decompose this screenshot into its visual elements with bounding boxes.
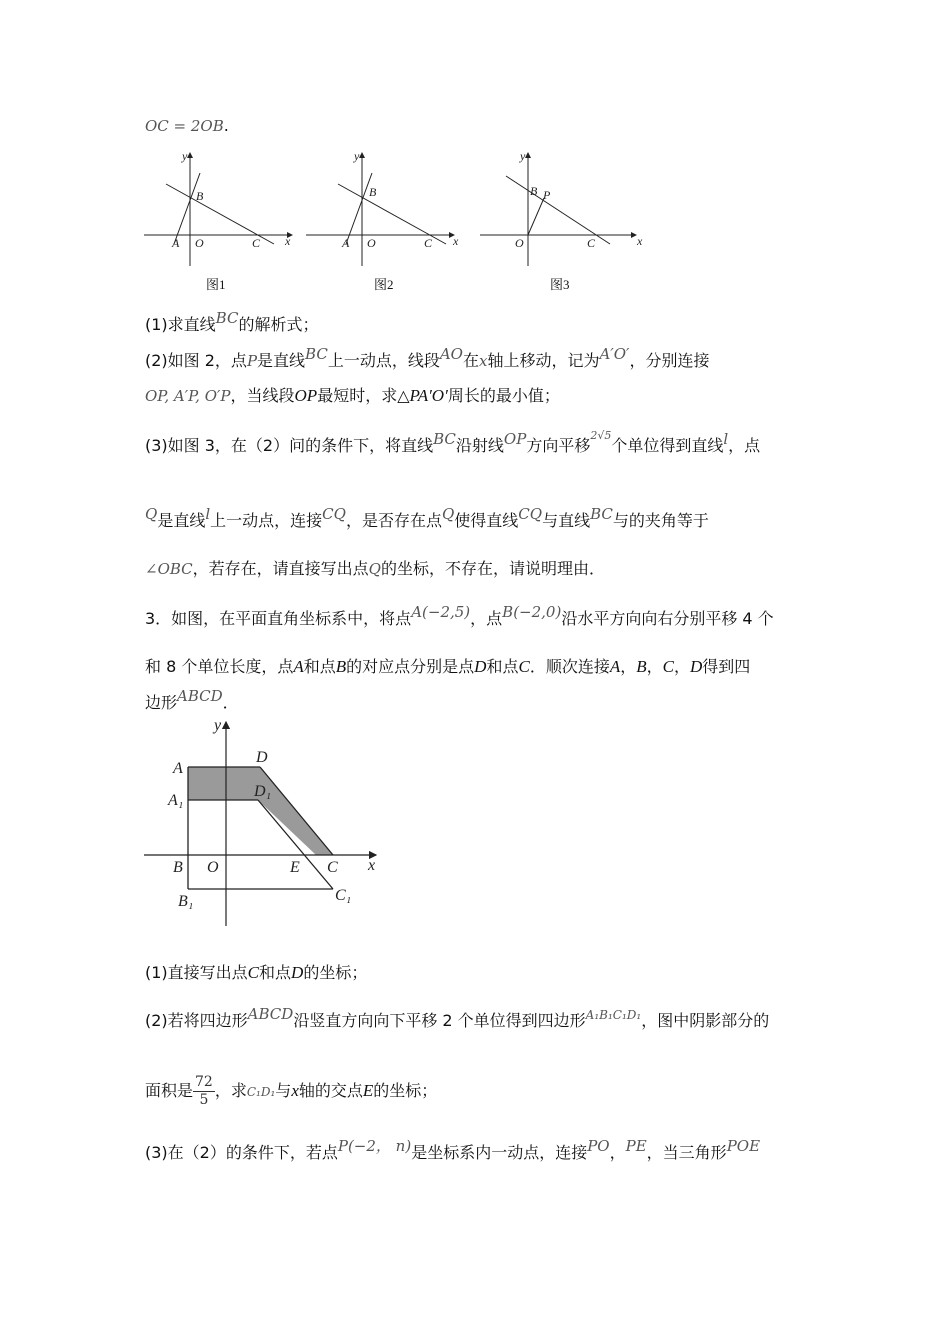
caption-fig3: 图3: [550, 277, 570, 292]
fig3-label-O: O: [515, 236, 524, 250]
fig3-x-label: x: [637, 234, 643, 248]
fig2-label-O: O: [367, 236, 376, 250]
figure-quadrilateral: [140, 714, 390, 934]
q2-part3-line2: Q是直线l上一动点，连接CQ，是否存在点Q使得直线CQ与直线BC与的夹角等于: [145, 505, 709, 530]
q3fig-label-B1: B₁: [178, 893, 194, 910]
shaded-region: [188, 767, 333, 855]
fig2-label-B: B: [369, 185, 377, 199]
fig1-y-label: y: [182, 149, 188, 163]
q3fig-label-E: E: [290, 859, 300, 876]
q3fig-label-D1: D₁: [254, 783, 272, 800]
figures-1-3: [140, 148, 650, 270]
q3-part2-line1: (2)若将四边形ABCD沿竖直方向向下平移 2 个单位得到四边形$^{A_1B_1C_1D_1}$，图中阴影部分的: [145, 1005, 770, 1030]
fig1-label-O: O: [195, 236, 204, 250]
fraction-72-5: $\frac{72}{5}$: [195, 1074, 213, 1108]
intro-line: OC = 2OB.: [145, 116, 229, 135]
q3fig-y-label: y: [214, 717, 222, 734]
q3-line2: 和 8 个单位长度，点A和点B的对应点分别是点D和点C．顺次连接A，B，C，D得到四: [145, 657, 751, 676]
fig2-y-label: y: [354, 149, 360, 163]
figure-3: [480, 153, 636, 266]
fig3-label-B: B: [530, 184, 538, 198]
figure-1: [144, 153, 292, 266]
q3fig-label-C: C: [327, 859, 338, 876]
fig2-label-C: C: [424, 236, 433, 250]
q3fig-label-C1: C₁: [335, 887, 352, 904]
q2-part2-line2: OP, A′P, O′P，当线段OP最短时，求△PA′O′周长的最小值；: [145, 386, 560, 405]
q3-line3: 边形ABCD．: [145, 687, 239, 712]
q2-part1: (1)求直线BC的解析式；: [145, 309, 319, 334]
fig2-x-label: x: [453, 234, 459, 248]
q3fig-label-B: B: [173, 859, 183, 876]
caption-fig2: 图2: [374, 277, 394, 292]
fig1-label-C: C: [252, 236, 261, 250]
q3fig-label-A: A: [173, 760, 183, 777]
fig2-label-A: A: [342, 236, 350, 250]
fig1-label-B: B: [196, 189, 204, 203]
q3fig-x-label: x: [368, 857, 376, 874]
caption-fig1: 图1: [206, 277, 226, 292]
fig3-label-C: C: [587, 236, 596, 250]
fig3-y-label: y: [520, 149, 526, 163]
q3fig-label-O: O: [207, 859, 219, 876]
q3fig-label-D: D: [256, 749, 268, 766]
fig1-label-A: A: [172, 236, 180, 250]
q2-part3-line3: ∠OBC，若存在，请直接写出点Q的坐标，不存在，请说明理由．: [145, 559, 605, 578]
q2-part3-line1: (3)如图 3，在（2）问的条件下，将直线BC沿射线OP方向平移$^{2√5}$个单位得到直线l，点: [145, 429, 761, 455]
q3-part2-line2: 面积是 $\frac{72}{5}$ ，求C₁D₁与x轴的交点E的坐标；: [145, 1074, 438, 1108]
q3-part3: (3)在（2）的条件下，若点P(−2， n)是坐标系内一动点，连接PO，PE，当三角形POE: [145, 1137, 761, 1162]
q2-part2-line1: (2)如图 2，点P是直线BC上一动点，线段AO在x轴上移动，记为A′O′，分别连接: [145, 345, 710, 370]
q3-part1: (1)直接写出点C和点D的坐标；: [145, 963, 368, 982]
fig1-x-label: x: [285, 234, 291, 248]
intro-equation: OC = 2OB: [145, 117, 224, 135]
q3-line1: 3．如图，在平面直角坐标系中，将点A(−2,5)，点B(−2,0)沿水平方向向右分别平移 4 个: [145, 603, 774, 628]
fig3-label-P: P: [543, 188, 551, 202]
q3fig-label-A1: A₁: [168, 792, 184, 809]
